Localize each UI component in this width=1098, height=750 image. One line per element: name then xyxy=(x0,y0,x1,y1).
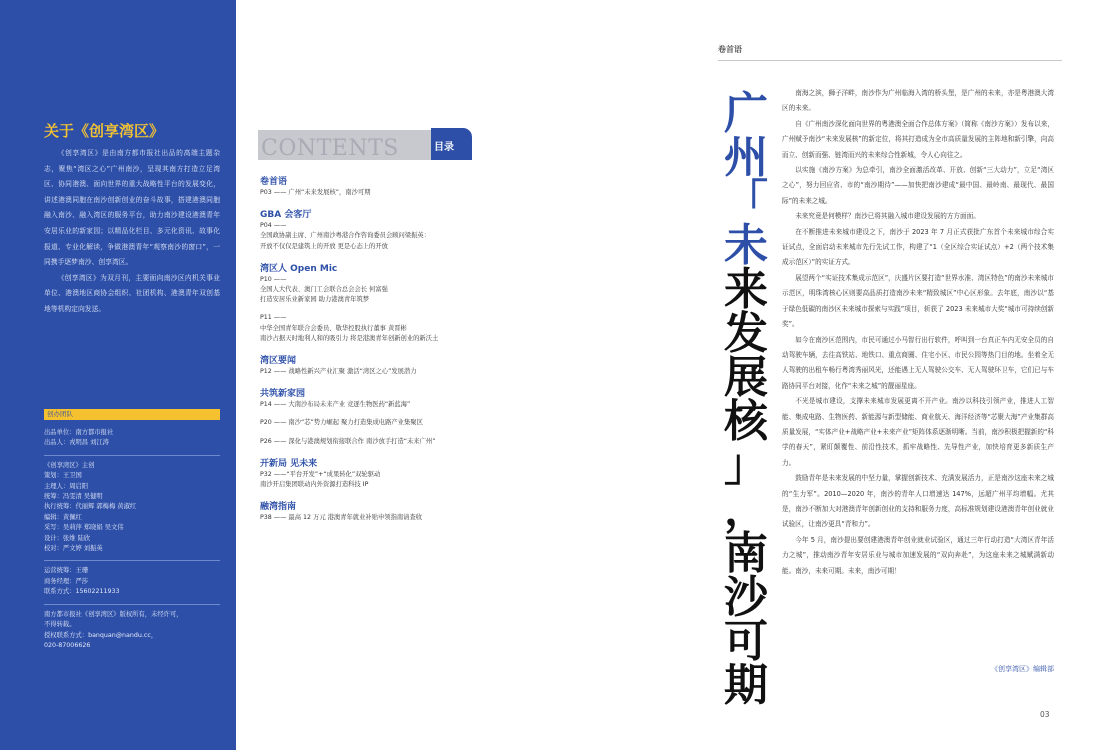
credit-group xyxy=(44,461,220,555)
toc-line: P20 —— 南沙“芯”势力崛起 聚力打造集成电路产业集聚区 xyxy=(260,419,423,427)
toc-line: P12 —— 战略性新兴产业汇聚 激活“湾区之心”发展潜力 xyxy=(260,368,417,376)
article-paragraph: 如今在南沙区范围内，市民可通过小马智行出行软件，呼叫到一台真正车内无安全员的自动驾驶车辆，去往高铁站、地铁口、重点商圈、住宅小区、市民公园等热门目的地。坐着全无人驾驶的出租车畅行粤湾秀丽风光，还能遇上无人驾驶公交车、无人驾驶环卫车，它们已与车路协同平台对接，化作“未来之城”的靓丽星座。 xyxy=(782,335,1054,390)
toc-section-title[interactable]: 卷首语 xyxy=(260,177,288,187)
title-char: 核 xyxy=(724,396,768,447)
contents-badge: 目录 xyxy=(431,128,472,160)
page-number: 03 xyxy=(1040,710,1050,719)
title-char: 「 xyxy=(724,176,768,227)
about-paragraph: 《创享湾区》是由南方都市报社出品的高端主题杂志，聚焦“湾区之心”广州南沙，呈现其南方打造立足湾区、协同港澳、面向世界的重大战略性平台的发展变化，讲述港澳同胞在南沙创新创业的奋斗故事，搭建港澳同胞融入南沙、融入湾区的服务平台，助力南沙建设港澳青年安居乐业的新家园；以精品化栏目、多元化资讯、故事化报道、专业化解读，争做港澳青年“观察南沙的窗口”，一同携手逐梦南沙、创享湾区。 xyxy=(44,149,220,267)
toc-entry[interactable] xyxy=(260,221,510,252)
credit-line: 主理人：周启阳 xyxy=(44,482,89,490)
contents-header xyxy=(258,128,472,160)
credit-line: 不得转载。 xyxy=(44,621,76,629)
toc-line: P38 —— 最高 12 万元 港澳青年就业补贴申领指南请查收 xyxy=(260,514,423,522)
credit-line: 编辑：黄佩红 xyxy=(44,513,82,521)
article-signature: 《创享湾区》编辑部 xyxy=(991,665,1054,673)
toc-section-title[interactable]: 湾区人 Open Mic xyxy=(260,263,338,274)
title-char: 南 xyxy=(724,528,768,579)
credit-group xyxy=(44,610,220,652)
toc-line: P03 —— 广州“未来发展核”，南沙可期 xyxy=(260,189,371,196)
section-label: 卷首语 xyxy=(718,45,742,54)
toc-line: 中华全国青年联合会委员、敬华控股执行董事 黄晋彬 xyxy=(260,324,407,332)
contents-heading: CONTENTS xyxy=(261,136,399,161)
credit-line: 出品单位：南方都市报社 xyxy=(44,429,114,436)
toc-section xyxy=(260,388,510,447)
title-char: 广 xyxy=(724,88,768,139)
title-char: 可 xyxy=(724,616,768,667)
title-char: 来 xyxy=(724,264,768,315)
toc-section xyxy=(260,355,510,377)
article-paragraph: 今年 5 月，南沙提出要创建港澳青年创业就业试验区，通过三年行动打造“大湾区青年活力之城”，推动南沙青年安居乐业与城市加速发展的“双向奔赴”，为这座未来之城赋满新动能。南沙，未来可期。未来，南沙可期！ xyxy=(782,535,1054,575)
article-paragraph: 鼓励青年是未来发展的中坚力量，掌握创新技术、充满发展活力，正是南沙这座未来之城的“生力军”。2010—2020 年，南沙的青年人口增速达 147%，远超广州平均增幅。尤其是，南沙不断加大对港澳青年创新创业的支持和服务力度，高标准规划建设港澳青年创业就业试验区，让南沙更具“青和力”。 xyxy=(782,474,1054,529)
title-char: 期 xyxy=(724,660,768,711)
credit-line: 《创享湾区》主创 xyxy=(44,461,95,469)
toc-section-title[interactable]: 融湾指南 xyxy=(260,502,297,513)
toc-section xyxy=(260,458,510,490)
toc-section-title[interactable]: 共筑新家园 xyxy=(260,389,306,400)
title-char: ， xyxy=(724,484,768,535)
about-body xyxy=(44,146,220,318)
toc-section-title[interactable]: GBA 会客厅 xyxy=(260,210,312,221)
credit-line: 策划：王卫国 xyxy=(44,472,82,480)
toc-section-title[interactable]: 开新局 见未来 xyxy=(260,458,318,469)
about-title: 关于《创享湾区》 xyxy=(44,122,165,140)
toc-line: P10 —— xyxy=(260,275,287,283)
credit-line: 商务经理：严莎 xyxy=(44,577,89,585)
toc-entry[interactable] xyxy=(260,275,510,306)
credit-line: 联系方式：15602211933 xyxy=(44,588,120,596)
credit-line: 统筹：冯雯清 吴健明 xyxy=(44,493,103,501)
toc-line: 打造安居乐业新家园 助力港澳青年筑梦 xyxy=(260,296,370,304)
article-paragraph: 展望两个“实证技术集成示范区”，庆盛片区要打造“世界水准、湾区特色”的南沙未来城市示范区，明珠湾核心区则要高品质打造南沙未来“精致城区”中心区形象。去年底，南沙以“基于绿色低碳的南沙区未来城市探索与实践”项目，斩获了 2023 未来城市大奖“城市可持续创新奖”。 xyxy=(782,273,1054,329)
title-char: 」 xyxy=(724,440,768,491)
toc-section xyxy=(260,263,510,344)
toc-line: 全国政协副主席、广州南沙粤港合作咨询委员会顾问梁振英： xyxy=(260,232,431,240)
divider xyxy=(44,560,220,561)
toc-line: P14 —— 大南沙布局未来产业 竞逐生物医药“新蓝海” xyxy=(260,401,411,409)
toc-section xyxy=(260,176,510,198)
credit-group xyxy=(44,428,220,449)
title-char: 州 xyxy=(724,132,768,183)
article-paragraph: 以实施《南沙方案》为总牵引，南沙全面激活改革、开放、创新“三大动力”，立足“湾区之心”，努力回应省、市的“南沙期待”——加快把南沙建成“最中国、最岭南、最现代、最国际”的未来之城。 xyxy=(782,166,1054,205)
divider xyxy=(718,60,1062,61)
title-char: 展 xyxy=(724,352,768,403)
toc-line: 开放不仅仅是建筑上的开放 更是心态上的开放 xyxy=(260,242,388,250)
toc-entry[interactable] xyxy=(260,367,510,377)
article-paragraph: 未来究竟是何模样？南沙已将其融入城市建设发展的方方面面。 xyxy=(795,212,980,221)
toc-line: P26 —— 深化与港澳规划衔接联合作 南沙放手打造“未来广州” xyxy=(260,437,436,445)
toc-entry[interactable] xyxy=(260,437,510,447)
about-paragraph: 《创享湾区》为双月刊，主要面向南沙区内机关事业单位、港澳地区商协会组织、社团机构、港澳青年双创基地等机构定向发送。 xyxy=(44,273,220,313)
toc-line: P11 —— xyxy=(260,314,287,322)
divider xyxy=(44,604,220,605)
contents-list xyxy=(260,176,510,534)
toc-entry[interactable] xyxy=(260,400,510,410)
credit-line: 运营统筹：王珊 xyxy=(44,567,89,575)
credit-line: 出品人：戎明昌 刘江涛 xyxy=(44,439,109,447)
article-title xyxy=(718,86,774,711)
toc-entry[interactable] xyxy=(260,513,510,523)
article-paragraph: 不光是城市建设，支撑未来城市发展更离不开产业。南沙以科技引领产业，推进人工智能、集成电路、生物医药、新能源与新型储能、商业航天、海洋经济等“芯聚大海”产业集群高质量发展，“实体产业+战略产业+未来产业”矩阵体系逐渐明晰。当前，南沙积极把握新的“科学的春天”，紧盯颠覆性、前沿性技术，抓牢战略性、先导性产业，加快培育更多新质生产力。 xyxy=(782,397,1054,467)
credit-line: 执行统筹：代丽辉 郭梅梅 黄淑红 xyxy=(44,503,137,511)
article-body xyxy=(782,86,1054,579)
toc-section xyxy=(260,501,510,523)
toc-entry[interactable] xyxy=(260,188,510,198)
toc-line: P04 —— xyxy=(260,222,287,230)
title-char: 未 xyxy=(724,220,768,271)
about-page xyxy=(0,0,236,750)
article-paragraph: 在不断推进未来城市建设之下，南沙于 2023 年 7 月正式获批广东首个未来城市综合实证试点，全面启动未来城市先行先试工作，构建了“1（全区综合实证试点）+2（两个技术集成示范区）”的实证方式。 xyxy=(782,227,1054,267)
divider xyxy=(44,455,220,456)
title-char: 沙 xyxy=(724,572,768,623)
toc-line: 南沙开启集团联动内外资源打造科技 IP xyxy=(260,481,369,489)
toc-line: 南沙占据天时地利人和的吸引力 将是港澳青年创新创业的新沃土 xyxy=(260,334,439,342)
team-label: 创办团队 xyxy=(44,409,220,420)
toc-line: 全国人大代表、澳门工会联合总会会长 何富强 xyxy=(260,286,388,294)
article-paragraph: 南海之滨，狮子洋畔，南沙作为广州临海入湾的桥头堡，是广州的未来，亦是粤港澳大湾区的未来。 xyxy=(782,89,1054,113)
credit-line: 设计：张维 陆欣 xyxy=(44,534,91,542)
toc-entry[interactable] xyxy=(260,313,510,344)
toc-entry[interactable] xyxy=(260,418,510,428)
toc-line: P32 ——“平台开发”+“成果转化”双轮驱动 xyxy=(260,470,381,478)
credit-line: 校对：严文婷 刘振英 xyxy=(44,545,103,553)
article-paragraph: 自《广州南沙深化面向世界的粤港澳全面合作总体方案》（简称《南沙方案》）发布以来，广州赋予南沙“未来发展核”的新定位，将其打造成为全市高质量发展的主阵地和新引擎，向高而立、创新而强、链湾而兴的未来综合性新城，令人心向往之。 xyxy=(782,119,1054,159)
credit-line: 授权联系方式：banquan@nandu.cc， xyxy=(44,631,158,639)
toc-entry[interactable] xyxy=(260,470,510,490)
credit-group xyxy=(44,566,220,597)
title-char: 发 xyxy=(724,308,768,359)
toc-section-title[interactable]: 湾区要闻 xyxy=(260,356,297,367)
credit-line: 南方都市报社《创享湾区》版权所有，未经许可， xyxy=(44,610,183,618)
credits xyxy=(44,428,220,651)
credit-line: 020-87006626 xyxy=(44,641,91,649)
credit-line: 采写：吴莉萍 郑晓娟 吴文伟 xyxy=(44,524,124,532)
toc-section xyxy=(260,209,510,252)
